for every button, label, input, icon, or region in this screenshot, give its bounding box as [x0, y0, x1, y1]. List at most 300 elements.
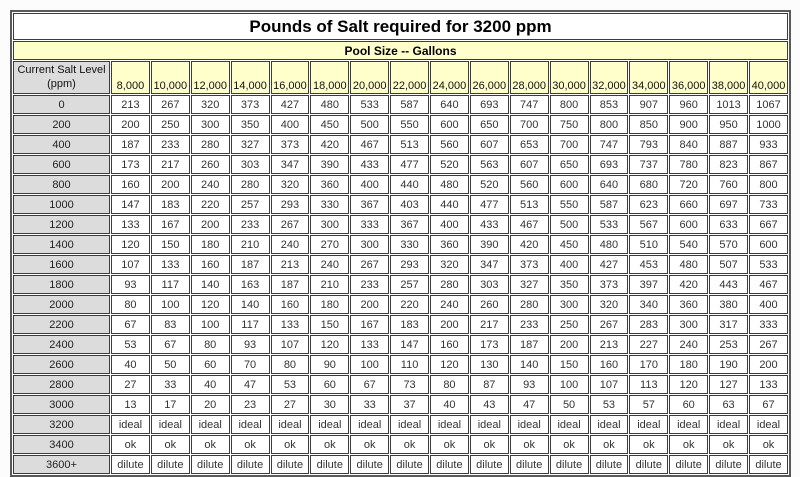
value-cell: 67	[350, 375, 389, 394]
value-cell: 293	[271, 195, 310, 214]
value-cell: 623	[629, 195, 668, 214]
value-cell: 640	[590, 175, 629, 194]
value-cell: 107	[111, 255, 150, 274]
value-cell: 233	[231, 215, 270, 234]
value-cell: 697	[709, 195, 748, 214]
value-cell: 187	[111, 135, 150, 154]
value-cell: 950	[709, 115, 748, 134]
value-cell: dilute	[151, 455, 190, 474]
value-cell: 107	[590, 375, 629, 394]
value-cell: dilute	[510, 455, 549, 474]
value-cell: ideal	[510, 415, 549, 434]
value-cell: 300	[550, 295, 589, 314]
value-cell: 50	[151, 355, 190, 374]
value-cell: 450	[550, 235, 589, 254]
value-cell: 30	[310, 395, 349, 414]
value-cell: 40	[111, 355, 150, 374]
value-cell: ideal	[550, 415, 589, 434]
value-cell: 420	[310, 135, 349, 154]
value-cell: 80	[271, 355, 310, 374]
value-cell: 400	[749, 295, 788, 314]
value-cell: 63	[709, 395, 748, 414]
value-cell: dilute	[550, 455, 589, 474]
value-cell: 327	[231, 135, 270, 154]
value-cell: 823	[709, 155, 748, 174]
value-cell: 150	[310, 315, 349, 334]
value-cell: 280	[231, 175, 270, 194]
value-cell: 233	[350, 275, 389, 294]
value-cell: 680	[629, 175, 668, 194]
value-cell: 107	[271, 335, 310, 354]
value-cell: 933	[749, 135, 788, 154]
value-cell: 500	[550, 215, 589, 234]
value-cell: 100	[550, 375, 589, 394]
value-cell: 567	[629, 215, 668, 234]
value-cell: 360	[669, 295, 708, 314]
value-cell: 240	[430, 295, 469, 314]
value-cell: 50	[550, 395, 589, 414]
value-cell: 440	[390, 175, 429, 194]
value-cell: 27	[111, 375, 150, 394]
value-cell: 513	[390, 135, 429, 154]
value-cell: ok	[271, 435, 310, 454]
value-cell: 87	[470, 375, 509, 394]
value-cell: 347	[470, 255, 509, 274]
table-row	[13, 395, 788, 414]
column-header: 18,000	[310, 61, 349, 94]
value-cell: ideal	[111, 415, 150, 434]
value-cell: 140	[191, 275, 230, 294]
value-cell: 190	[709, 355, 748, 374]
value-cell: ok	[669, 435, 708, 454]
value-cell: 1000	[749, 115, 788, 134]
value-cell: ok	[590, 435, 629, 454]
row-label: 400	[13, 135, 110, 154]
value-cell: 360	[310, 175, 349, 194]
value-cell: ok	[111, 435, 150, 454]
value-cell: ok	[709, 435, 748, 454]
value-cell: 110	[390, 355, 429, 374]
value-cell: 60	[310, 375, 349, 394]
table-row	[13, 215, 788, 234]
value-cell: 560	[430, 135, 469, 154]
value-cell: 93	[231, 335, 270, 354]
value-cell: 90	[310, 355, 349, 374]
table-row	[13, 155, 788, 174]
value-cell: 117	[231, 315, 270, 334]
value-cell: 840	[669, 135, 708, 154]
value-cell: 800	[749, 175, 788, 194]
value-cell: 293	[390, 255, 429, 274]
value-cell: 20	[191, 395, 230, 414]
value-cell: 300	[350, 235, 389, 254]
row-label: 2200	[13, 315, 110, 334]
value-cell: 507	[709, 255, 748, 274]
value-cell: 403	[390, 195, 429, 214]
value-cell: 47	[510, 395, 549, 414]
value-cell: 260	[470, 295, 509, 314]
row-label: 3400	[13, 435, 110, 454]
value-cell: 173	[111, 155, 150, 174]
subtitle-row	[13, 41, 788, 60]
value-cell: 750	[550, 115, 589, 134]
row-label: 2400	[13, 335, 110, 354]
value-cell: 367	[390, 215, 429, 234]
value-cell: 793	[629, 135, 668, 154]
value-cell: 200	[550, 335, 589, 354]
value-cell: 320	[430, 255, 469, 274]
value-cell: 120	[191, 295, 230, 314]
row-label: 200	[13, 115, 110, 134]
value-cell: 333	[350, 215, 389, 234]
value-cell: 233	[151, 135, 190, 154]
value-cell: 350	[550, 275, 589, 294]
column-header: 12,000	[191, 61, 230, 94]
value-cell: 480	[310, 95, 349, 114]
row-label: 2800	[13, 375, 110, 394]
value-cell: 433	[470, 215, 509, 234]
value-cell: 240	[191, 175, 230, 194]
value-cell: 427	[271, 95, 310, 114]
table-row	[13, 375, 788, 394]
value-cell: 120	[111, 235, 150, 254]
table-row	[13, 415, 788, 434]
value-cell: ideal	[271, 415, 310, 434]
value-cell: 540	[669, 235, 708, 254]
value-cell: 160	[430, 335, 469, 354]
value-cell: 233	[510, 315, 549, 334]
value-cell: 433	[350, 155, 389, 174]
table-row	[13, 235, 788, 254]
value-cell: 220	[390, 295, 429, 314]
value-cell: 887	[709, 135, 748, 154]
value-cell: 127	[709, 375, 748, 394]
value-cell: 1013	[709, 95, 748, 114]
value-cell: 467	[510, 215, 549, 234]
value-cell: 373	[510, 255, 549, 274]
value-cell: 533	[749, 255, 788, 274]
value-cell: 210	[310, 275, 349, 294]
value-cell: 570	[709, 235, 748, 254]
column-header: 10,000	[151, 61, 190, 94]
value-cell: ideal	[191, 415, 230, 434]
value-cell: 213	[111, 95, 150, 114]
value-cell: 120	[310, 335, 349, 354]
value-cell: 150	[151, 235, 190, 254]
value-cell: 73	[390, 375, 429, 394]
value-cell: 747	[590, 135, 629, 154]
value-cell: 520	[470, 175, 509, 194]
row-label: 1800	[13, 275, 110, 294]
value-cell: dilute	[191, 455, 230, 474]
value-cell: 160	[111, 175, 150, 194]
value-cell: ideal	[669, 415, 708, 434]
value-cell: 317	[709, 315, 748, 334]
value-cell: 320	[191, 95, 230, 114]
table-row	[13, 435, 788, 454]
column-header: 26,000	[470, 61, 509, 94]
value-cell: 350	[231, 115, 270, 134]
value-cell: 533	[350, 95, 389, 114]
column-header: 22,000	[390, 61, 429, 94]
value-cell: 300	[310, 215, 349, 234]
value-cell: 133	[271, 315, 310, 334]
value-cell: 257	[231, 195, 270, 214]
value-cell: 477	[390, 155, 429, 174]
value-cell: 250	[550, 315, 589, 334]
value-cell: 167	[350, 315, 389, 334]
value-cell: 780	[669, 155, 708, 174]
value-cell: 120	[669, 375, 708, 394]
value-cell: 260	[191, 155, 230, 174]
value-cell: 283	[629, 315, 668, 334]
value-cell: 130	[470, 355, 509, 374]
value-cell: 373	[590, 275, 629, 294]
value-cell: ideal	[590, 415, 629, 434]
value-cell: 550	[550, 195, 589, 214]
column-header: 20,000	[350, 61, 389, 94]
value-cell: 200	[111, 115, 150, 134]
value-cell: 200	[749, 355, 788, 374]
table-row	[13, 355, 788, 374]
value-cell: 200	[151, 175, 190, 194]
value-cell: 67	[749, 395, 788, 414]
row-label: 2600	[13, 355, 110, 374]
value-cell: 587	[390, 95, 429, 114]
value-cell: ok	[629, 435, 668, 454]
value-cell: ok	[151, 435, 190, 454]
value-cell: 720	[669, 175, 708, 194]
value-cell: 467	[749, 275, 788, 294]
value-cell: ok	[470, 435, 509, 454]
value-cell: 133	[151, 255, 190, 274]
row-label: 3200	[13, 415, 110, 434]
value-cell: 400	[430, 215, 469, 234]
value-cell: 440	[430, 195, 469, 214]
value-cell: 67	[151, 335, 190, 354]
value-cell: 93	[111, 275, 150, 294]
table-row	[13, 135, 788, 154]
value-cell: 400	[271, 115, 310, 134]
value-cell: 650	[470, 115, 509, 134]
value-cell: dilute	[111, 455, 150, 474]
value-cell: 83	[151, 315, 190, 334]
value-cell: 150	[550, 355, 589, 374]
value-cell: 340	[629, 295, 668, 314]
row-header-line1: Current Salt Level	[17, 63, 106, 76]
value-cell: 53	[590, 395, 629, 414]
value-cell: 240	[669, 335, 708, 354]
value-cell: 400	[350, 175, 389, 194]
value-cell: 550	[390, 115, 429, 134]
row-header-cell	[13, 61, 110, 94]
value-cell: 477	[470, 195, 509, 214]
value-cell: 640	[430, 95, 469, 114]
value-cell: 147	[390, 335, 429, 354]
table-title: Pounds of Salt required for 3200 ppm	[13, 13, 788, 40]
value-cell: 160	[191, 255, 230, 274]
value-cell: 300	[669, 315, 708, 334]
value-cell: 333	[749, 315, 788, 334]
value-cell: 160	[590, 355, 629, 374]
column-header-row	[13, 61, 788, 94]
value-cell: ok	[310, 435, 349, 454]
value-cell: 453	[629, 255, 668, 274]
value-cell: 250	[151, 115, 190, 134]
value-cell: 43	[470, 395, 509, 414]
value-cell: ok	[550, 435, 589, 454]
pool-size-subtitle: Pool Size -- Gallons	[13, 41, 788, 60]
value-cell: 600	[669, 215, 708, 234]
value-cell: 210	[231, 235, 270, 254]
column-header: 38,000	[709, 61, 748, 94]
salt-requirement-table	[10, 10, 791, 477]
table-row	[13, 335, 788, 354]
value-cell: 420	[669, 275, 708, 294]
value-cell: 267	[151, 95, 190, 114]
value-cell: 270	[310, 235, 349, 254]
value-cell: 160	[271, 295, 310, 314]
value-cell: 240	[310, 255, 349, 274]
value-cell: 200	[430, 315, 469, 334]
value-cell: 100	[350, 355, 389, 374]
value-cell: 900	[669, 115, 708, 134]
value-cell: 303	[231, 155, 270, 174]
value-cell: 373	[271, 135, 310, 154]
table-row	[13, 455, 788, 474]
value-cell: dilute	[350, 455, 389, 474]
value-cell: 13	[111, 395, 150, 414]
value-cell: 480	[669, 255, 708, 274]
value-cell: dilute	[470, 455, 509, 474]
value-cell: 180	[669, 355, 708, 374]
value-cell: 163	[231, 275, 270, 294]
value-cell: 40	[430, 395, 469, 414]
value-cell: 700	[550, 135, 589, 154]
value-cell: 200	[350, 295, 389, 314]
table-row	[13, 115, 788, 134]
value-cell: 373	[231, 95, 270, 114]
value-cell: ideal	[749, 415, 788, 434]
value-cell: 693	[590, 155, 629, 174]
value-cell: 200	[191, 215, 230, 234]
value-cell: 513	[510, 195, 549, 214]
table-row	[13, 295, 788, 314]
value-cell: ok	[350, 435, 389, 454]
value-cell: 60	[191, 355, 230, 374]
value-cell: 747	[510, 95, 549, 114]
column-header: 24,000	[430, 61, 469, 94]
value-cell: 960	[669, 95, 708, 114]
value-cell: ideal	[709, 415, 748, 434]
value-cell: 167	[151, 215, 190, 234]
value-cell: 133	[111, 215, 150, 234]
value-cell: ideal	[310, 415, 349, 434]
value-cell: 187	[510, 335, 549, 354]
value-cell: 500	[350, 115, 389, 134]
value-cell: 380	[709, 295, 748, 314]
value-cell: ok	[749, 435, 788, 454]
value-cell: 760	[709, 175, 748, 194]
value-cell: 117	[151, 275, 190, 294]
value-cell: dilute	[629, 455, 668, 474]
column-header: 16,000	[271, 61, 310, 94]
value-cell: 700	[510, 115, 549, 134]
value-cell: 257	[390, 275, 429, 294]
value-cell: 133	[749, 375, 788, 394]
value-cell: 587	[590, 195, 629, 214]
value-cell: 217	[470, 315, 509, 334]
value-cell: 57	[629, 395, 668, 414]
value-cell: 907	[629, 95, 668, 114]
value-cell: 180	[191, 235, 230, 254]
value-cell: ok	[510, 435, 549, 454]
column-header: 32,000	[590, 61, 629, 94]
column-header: 36,000	[669, 61, 708, 94]
table-row	[13, 275, 788, 294]
row-label: 3600+	[13, 455, 110, 474]
value-cell: 53	[111, 335, 150, 354]
row-label: 1400	[13, 235, 110, 254]
title-row	[13, 13, 788, 40]
value-cell: 390	[310, 155, 349, 174]
row-label: 0	[13, 95, 110, 114]
value-cell: dilute	[390, 455, 429, 474]
value-cell: 450	[310, 115, 349, 134]
row-label: 600	[13, 155, 110, 174]
value-cell: 267	[350, 255, 389, 274]
value-cell: dilute	[231, 455, 270, 474]
value-cell: dilute	[590, 455, 629, 474]
table-row	[13, 315, 788, 334]
value-cell: 213	[590, 335, 629, 354]
value-cell: 867	[749, 155, 788, 174]
value-cell: 170	[629, 355, 668, 374]
value-cell: 67	[111, 315, 150, 334]
value-cell: ok	[430, 435, 469, 454]
value-cell: 480	[590, 235, 629, 254]
value-cell: ok	[191, 435, 230, 454]
row-label: 1200	[13, 215, 110, 234]
value-cell: 650	[550, 155, 589, 174]
value-cell: 1067	[749, 95, 788, 114]
value-cell: 850	[629, 115, 668, 134]
row-label: 3000	[13, 395, 110, 414]
value-cell: 733	[749, 195, 788, 214]
value-cell: 120	[430, 355, 469, 374]
value-cell: ideal	[151, 415, 190, 434]
value-cell: 267	[590, 315, 629, 334]
value-cell: 27	[271, 395, 310, 414]
value-cell: 183	[390, 315, 429, 334]
value-cell: 70	[231, 355, 270, 374]
value-cell: ok	[390, 435, 429, 454]
value-cell: 330	[310, 195, 349, 214]
value-cell: 133	[350, 335, 389, 354]
value-cell: 667	[749, 215, 788, 234]
row-label: 800	[13, 175, 110, 194]
value-cell: 217	[151, 155, 190, 174]
value-cell: 533	[590, 215, 629, 234]
value-cell: 397	[629, 275, 668, 294]
row-label: 1000	[13, 195, 110, 214]
value-cell: 300	[191, 115, 230, 134]
column-header: 8,000	[111, 61, 150, 94]
value-cell: 280	[510, 295, 549, 314]
value-cell: 267	[271, 215, 310, 234]
value-cell: 187	[231, 255, 270, 274]
row-header-line2: (ppm)	[47, 77, 76, 90]
